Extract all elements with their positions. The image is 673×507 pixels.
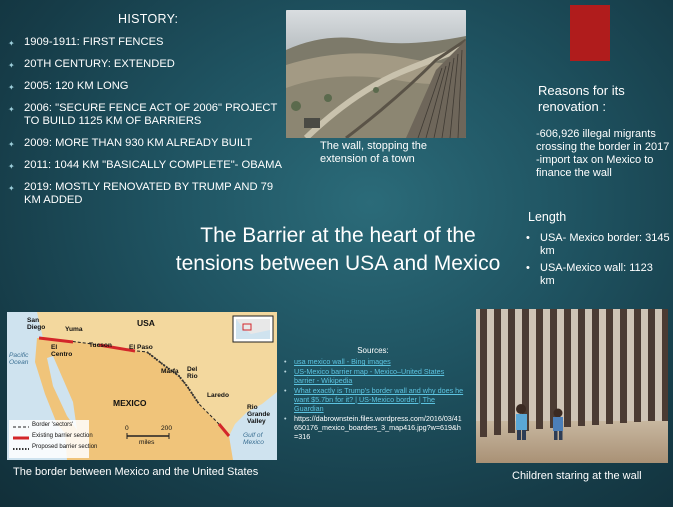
border-map	[7, 312, 277, 460]
sources-list	[282, 357, 464, 441]
length-list	[524, 232, 670, 292]
history-item: ✦ 2006: "SECURE FENCE ACT OF 2006" PROJECT TO BUILD 1125 KM OF BARRIERS	[8, 102, 278, 127]
arrow-bullet-icon: ✦	[8, 39, 15, 48]
bullet-icon: •	[284, 367, 287, 376]
source-link[interactable]: US-Mexico barrier map - Mexico–United States barrier - Wikipedia	[294, 367, 445, 385]
map-scale-zero: 0	[125, 425, 129, 432]
wall-photo-caption: The wall, stopping the extension of a town	[320, 140, 428, 165]
map-label-mexico: MEXICO	[113, 398, 147, 408]
source-link[interactable]: usa mexico wall - Bing images	[294, 357, 391, 366]
map-label-yuma: Yuma	[65, 326, 83, 333]
arrow-bullet-icon: ✦	[8, 162, 15, 171]
map-legend-proposed: Proposed barrier section	[32, 444, 98, 450]
reasons-text: -606,926 illegal migrants crossing the border in 2017 -import tax on Mexico to finance the wall	[536, 128, 670, 179]
arrow-bullet-icon: ✦	[8, 61, 15, 70]
wall-photo	[286, 10, 466, 138]
history-list	[8, 36, 290, 216]
map-scale-unit: miles	[139, 439, 155, 446]
children-photo-caption: Children staring at the wall	[512, 470, 642, 482]
sources-block	[282, 346, 464, 442]
source-url: https://dabrownstein.files.wordpress.com/2016/03/41650176_mexico_boarders_3_map416.jpg?w=619&h=316	[294, 414, 462, 441]
history-item: ✦ 1909-1911: FIRST FENCES	[8, 36, 164, 48]
map-legend-sectors: Border 'sectors'	[32, 422, 74, 428]
map-label-rio-grande: Rio Grande Valley	[247, 404, 271, 425]
map-label-tucson: Tucson	[89, 342, 112, 349]
bullet-icon: •	[284, 357, 287, 366]
bullet-icon: •	[526, 232, 530, 244]
history-item: ✦ 20TH CENTURY: EXTENDED	[8, 58, 175, 70]
map-label-el-paso: El Paso	[129, 344, 153, 351]
history-item: ✦ 2005: 120 KM LONG	[8, 80, 129, 92]
map-label-pacific: Pacific Ocean	[9, 352, 29, 366]
map-scale-max: 200	[161, 425, 173, 432]
accent-red-bar	[570, 5, 610, 61]
map-caption: The border between Mexico and the United States	[13, 466, 259, 478]
map-label-del-rio: Del Rio	[187, 366, 198, 380]
length-item: • USA-Mexico wall: 1123 km	[526, 262, 653, 287]
main-title: The Barrier at the heart of the tensions between USA and Mexico	[175, 224, 501, 275]
map-label-san-diego: San Diego	[27, 317, 46, 331]
history-title: HISTORY:	[118, 12, 179, 26]
map-label-el-centro: El Centro	[51, 344, 73, 358]
source-item	[282, 386, 464, 413]
map-label-marfa: Marfa	[161, 368, 179, 375]
sources-title: Sources:	[357, 346, 389, 355]
source-item	[282, 367, 464, 385]
bullet-icon: •	[284, 386, 287, 395]
reasons-title: Reasons for its renovation :	[538, 83, 625, 114]
arrow-bullet-icon: ✦	[8, 140, 15, 149]
arrow-bullet-icon: ✦	[8, 184, 15, 193]
history-item: ✦ 2009: MORE THAN 930 KM ALREADY BUILT	[8, 137, 253, 149]
map-label-usa: USA	[137, 318, 155, 328]
length-item: • USA- Mexico border: 3145 km	[526, 232, 670, 257]
history-item: ✦ 2019: MOSTLY RENOVATED BY TRUMP AND 79 KM ADDED	[8, 181, 274, 206]
map-legend-existing: Existing barrier section	[32, 433, 93, 439]
history-item: ✦ 2011: 1044 KM "BASICALLY COMPLETE"- OBAMA	[8, 159, 282, 171]
map-label-laredo: Laredo	[207, 392, 229, 399]
bullet-icon: •	[526, 262, 530, 274]
arrow-bullet-icon: ✦	[8, 83, 15, 92]
map-label-gulf: Gulf of Mexico	[243, 432, 264, 446]
bullet-icon: •	[284, 414, 287, 423]
children-photo	[476, 309, 668, 463]
arrow-bullet-icon: ✦	[8, 105, 15, 114]
source-item	[282, 357, 464, 366]
length-title: Length	[528, 210, 567, 224]
source-link[interactable]: What exactly is Trump's border wall and why does he want $5.7bn for it? | US-Mexico border | The Guardian	[294, 386, 464, 413]
source-item	[282, 414, 464, 441]
